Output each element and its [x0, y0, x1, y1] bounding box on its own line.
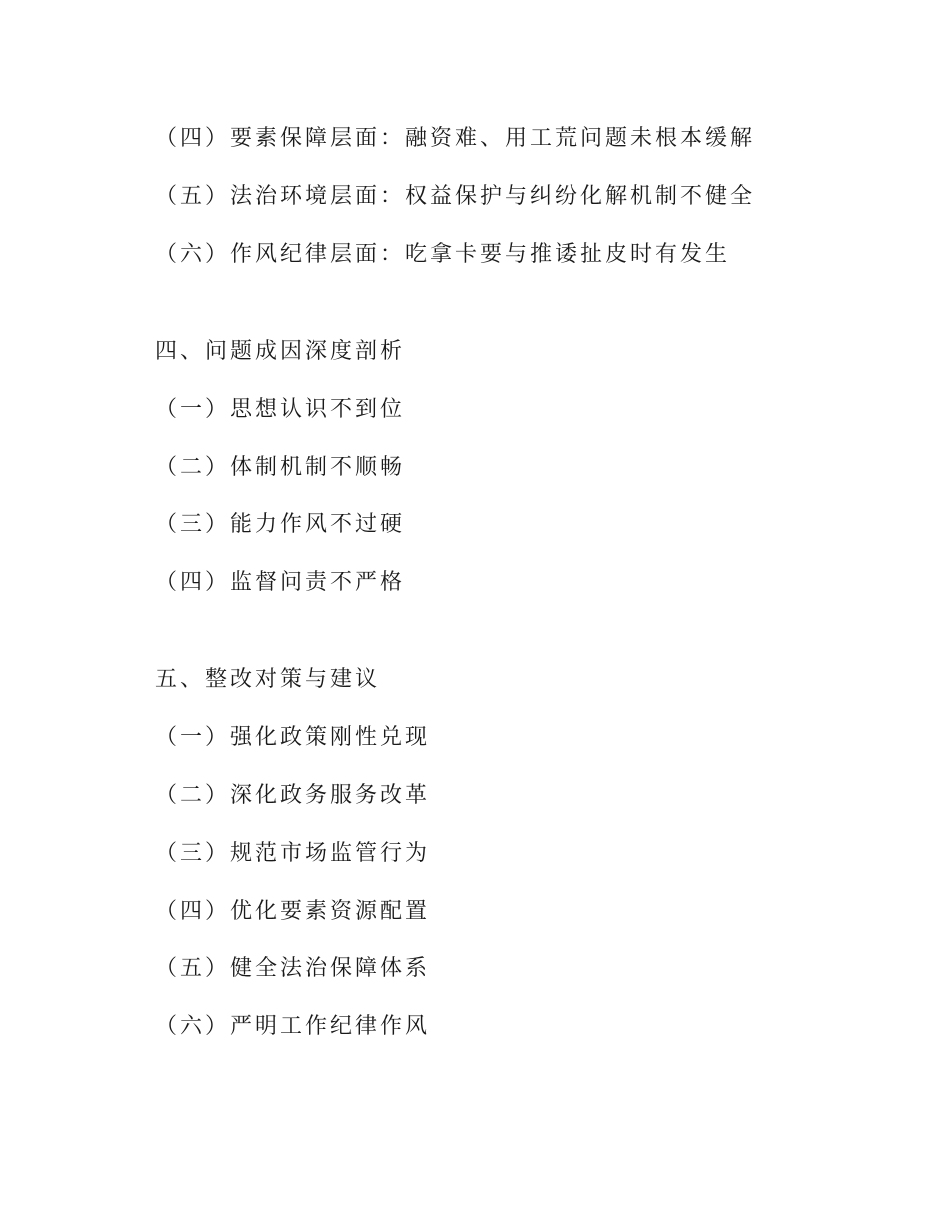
- section4-item-1: （一）思想认识不到位: [155, 397, 406, 422]
- section4-item-3: （三）能力作风不过硬: [155, 512, 406, 537]
- section3-item-5: （五）法治环境层面：权益保护与纠纷化解机制不健全: [155, 184, 756, 209]
- section5-item-6: （六）严明工作纪律作风: [155, 1014, 431, 1039]
- section5-item-1: （一）强化政策刚性兑现: [155, 725, 431, 750]
- section3-item-4: （四）要素保障层面：融资难、用工荒问题未根本缓解: [155, 126, 756, 151]
- section5-item-3: （三）规范市场监管行为: [155, 841, 431, 866]
- section5-item-5: （五）健全法治保障体系: [155, 956, 431, 981]
- section5-item-2: （二）深化政务服务改革: [155, 783, 431, 808]
- section3-item-6: （六）作风纪律层面：吃拿卡要与推诿扯皮时有发生: [155, 242, 731, 267]
- section5-item-4: （四）优化要素资源配置: [155, 899, 431, 924]
- section4-heading: 四、问题成因深度剖析: [155, 339, 406, 364]
- section4-item-4: （四）监督问责不严格: [155, 570, 406, 595]
- section4-item-2: （二）体制机制不顺畅: [155, 455, 406, 480]
- section5-heading: 五、整改对策与建议: [155, 667, 381, 692]
